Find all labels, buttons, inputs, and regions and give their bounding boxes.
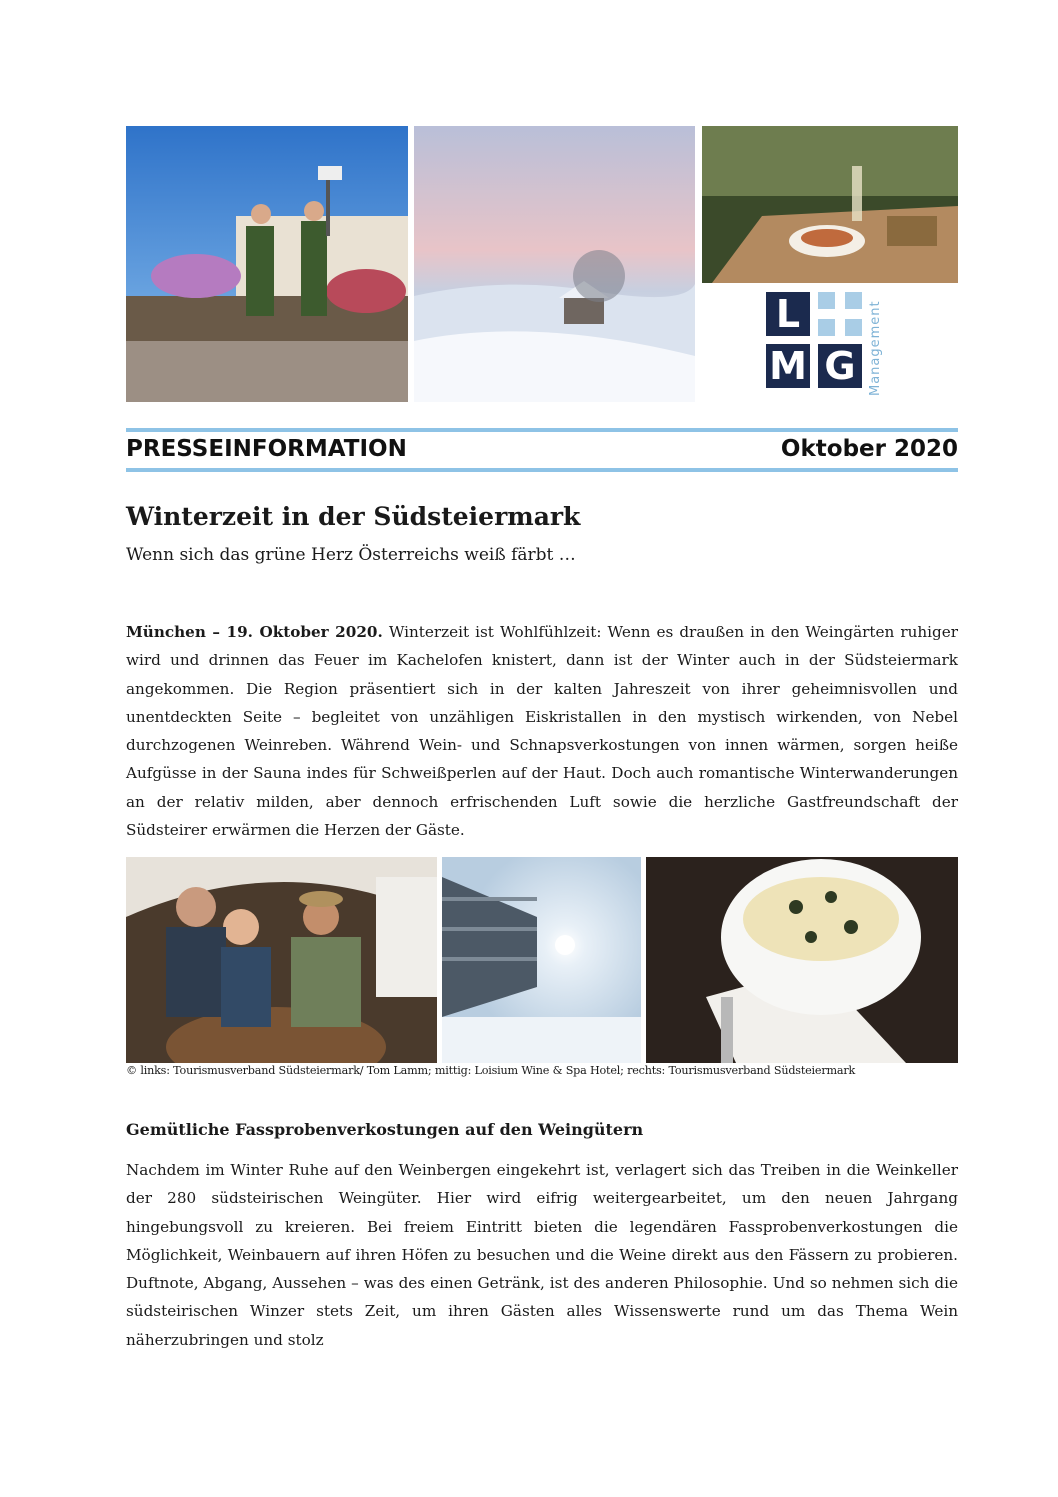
logo-management-text: Management bbox=[868, 300, 883, 396]
article-title: Winterzeit in der Südsteiermark bbox=[126, 502, 581, 531]
winter-landscape-photo bbox=[414, 126, 695, 402]
logo-letter-g: G bbox=[818, 344, 862, 388]
intro-paragraph bbox=[126, 618, 958, 844]
dancers-photo bbox=[126, 126, 408, 402]
intro-text: Winterzeit ist Wohlfühlzeit: Wenn es draußen in den Weingärten ruhiger wird und drinnen das Feuer im Kachelofen knistert, dann ist der Winter auch in der Südsteiermark angekommen. Die Region präsentiert sich in der kalten Jahreszeit von ihrer geheimnisvollen und unentdeckten Seite – begleitet von unzähligen Eiskristallen in den mystisch wirkenden, von Nebel durchzogenen Weinreben. Während Wein- und Schnapsverkostungen von innen wärmen, sorgen heiße Aufgüsse in der Sauna indes für Schweißperlen auf der Haut. Doch auch romantische Winterwanderungen an der relativ milden, aber dennoch erfrischenden Luft sowie die herzliche Gastfreundschaft der Südsteirer erwärmen die Herzen der Gäste. bbox=[126, 623, 959, 840]
lmg-management-logo bbox=[766, 292, 900, 396]
header-top-rule bbox=[126, 428, 958, 432]
hotel-winter-photo bbox=[442, 857, 641, 1063]
photo-caption: © links: Tourismusverband Südsteiermark/ Tom Lamm; mittig: Loisium Wine & Spa Hotel; rechts: Tourismusverband Südsteiermark bbox=[126, 1064, 856, 1077]
section-heading: Gemütliche Fassprobenverkostungen auf den Weingütern bbox=[126, 1120, 644, 1139]
dateline: München – 19. Oktober 2020. bbox=[126, 623, 383, 641]
press-date: Oktober 2020 bbox=[780, 436, 958, 462]
section-paragraph: Nachdem im Winter Ruhe auf den Weinbergen eingekehrt ist, verlagert sich das Treiben in die Weinkeller der 280 südsteirischen Weingüter. Hier wird eifrig weitergearbeitet, um den neuen Jahrgang hingebungsvoll zu kreieren. Bei freiem Eintritt bieten die legendären Fassprobenverkostungen die Möglichkeit, Weinbauern auf ihren Höfen zu besuchen und die Weine direkt aus den Fässern zu probieren. Duftnote, Abgang, Aussehen – was des einen Getränk, ist des anderen Philosophie. Und so nehmen sich die südsteirischen Winzer stets Zeit, um ihren Gästen alles Wissenswerte rund um das Thema Wein näherzubringen und stolz bbox=[126, 1161, 958, 1349]
header-bottom-rule bbox=[126, 468, 958, 472]
logo-cross-icon bbox=[818, 292, 862, 336]
wine-dinner-photo bbox=[702, 126, 958, 283]
dessert-photo bbox=[646, 857, 958, 1063]
logo-letter-l: L bbox=[766, 292, 810, 336]
article-subtitle: Wenn sich das grüne Herz Österreichs weiß färbt … bbox=[126, 545, 576, 565]
press-label: PRESSEINFORMATION bbox=[126, 436, 407, 462]
logo-letter-m: M bbox=[766, 344, 810, 388]
wine-tasting-photo bbox=[126, 857, 437, 1063]
